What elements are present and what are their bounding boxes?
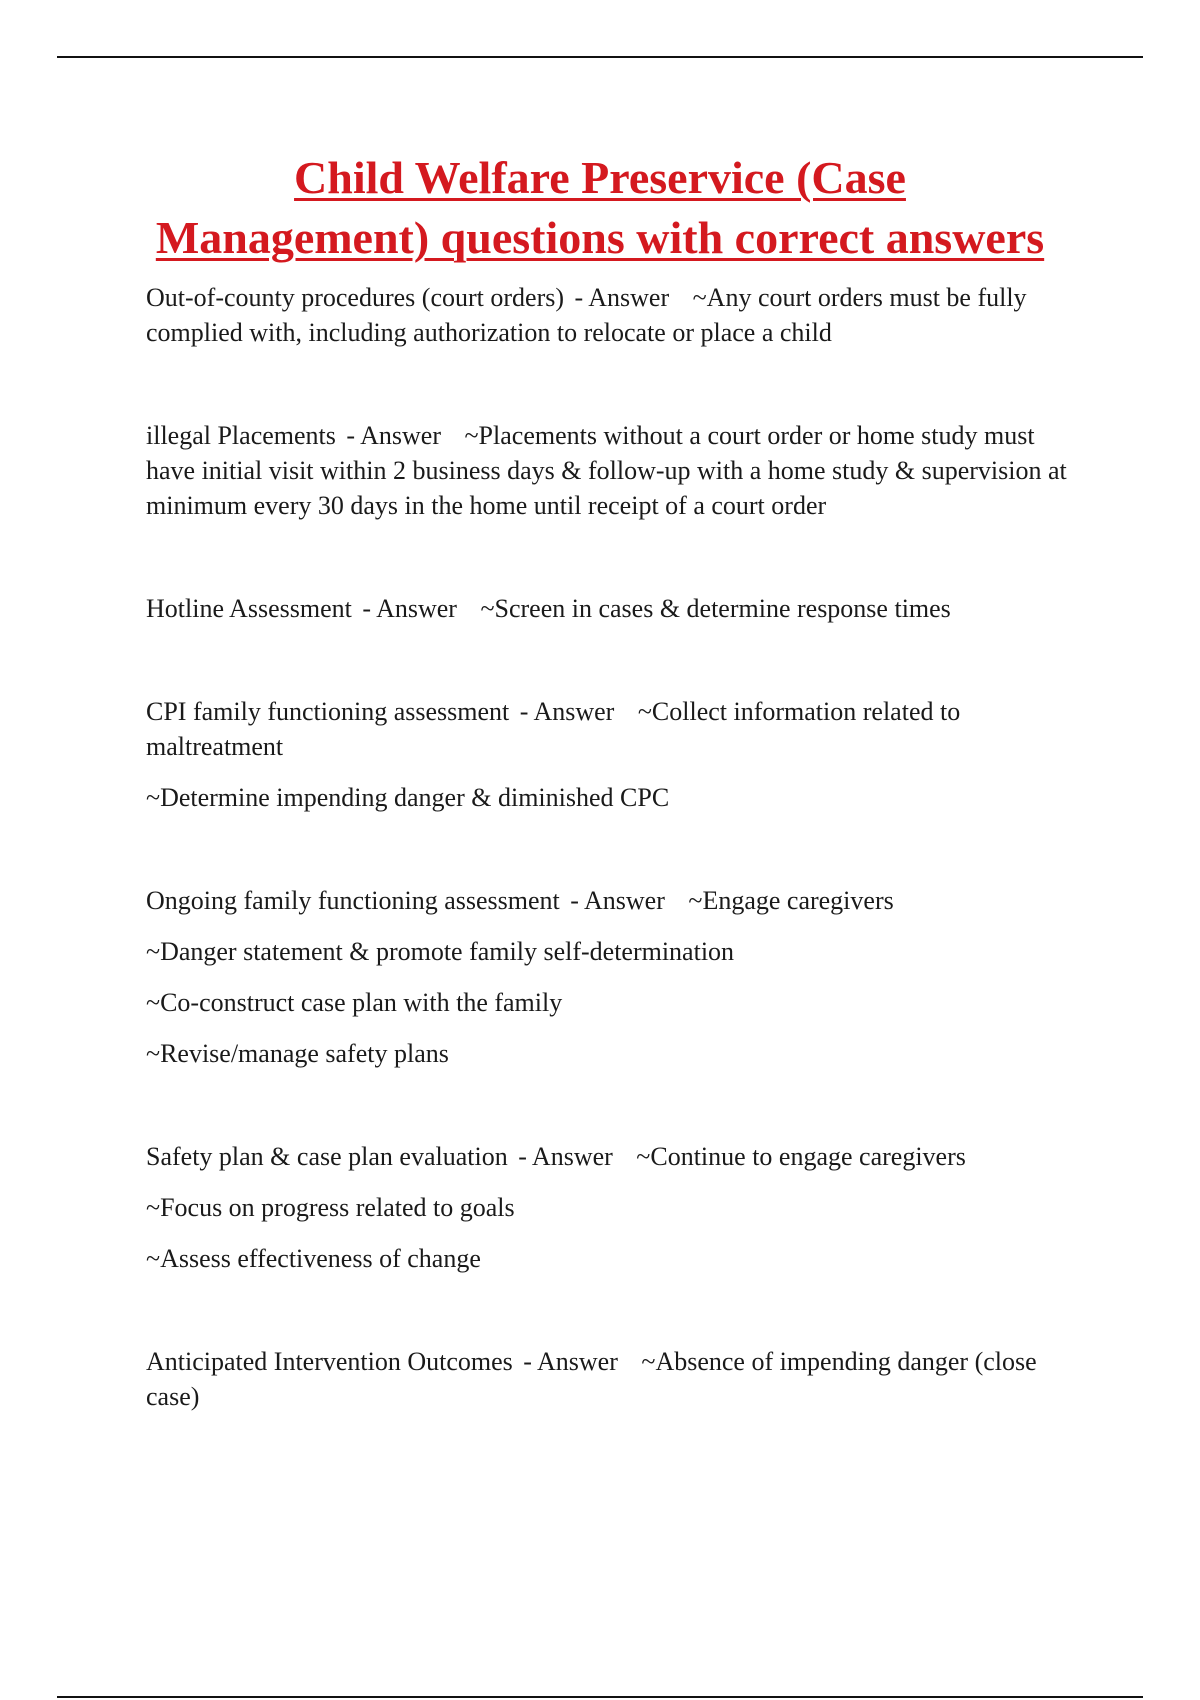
qa-question-line [146, 694, 1076, 764]
qa-answer-label: - Answer [523, 1347, 618, 1376]
page-title [100, 148, 1100, 268]
qa-term: Hotline Assessment [146, 594, 352, 623]
qa-entry [146, 1139, 1076, 1276]
qa-answer: ~Screen in cases & determine response times [480, 594, 951, 623]
qa-term: Ongoing family functioning assessment [146, 886, 560, 915]
qa-answer-extra-line: ~Assess effectiveness of change [146, 1244, 481, 1273]
qa-answer-label: - Answer [570, 886, 665, 915]
qa-answer: ~Absence of impending danger (close case) [146, 1347, 1037, 1411]
top-rule [57, 56, 1143, 58]
qa-answer-extra-line: ~Revise/manage safety plans [146, 1039, 449, 1068]
qa-question-line [146, 591, 1076, 626]
qa-answer-extra-line: ~Determine impending danger & diminished CPC [146, 783, 670, 812]
qa-answer-extra-line: ~Co-construct case plan with the family [146, 988, 563, 1017]
qa-answer-extra-line: ~Danger statement & promote family self-determination [146, 937, 735, 966]
qa-term: Safety plan & case plan evaluation [146, 1142, 508, 1171]
qa-answer-label: - Answer [362, 594, 457, 623]
qa-term: illegal Placements [146, 421, 336, 450]
qa-term: Anticipated Intervention Outcomes [146, 1347, 513, 1376]
title-line-2: Management) questions with correct answers [155, 212, 1045, 263]
qa-entry [146, 1344, 1076, 1414]
qa-entry [146, 591, 1076, 626]
qa-question-line [146, 418, 1076, 523]
qa-entry [146, 418, 1076, 523]
qa-term: Out-of-county procedures (court orders) [146, 283, 565, 312]
qa-list [146, 280, 1076, 1482]
qa-term: CPI family functioning assessment [146, 697, 510, 726]
qa-entry [146, 694, 1076, 815]
qa-answer-label: - Answer [519, 697, 615, 726]
qa-answer-label: - Answer [518, 1142, 613, 1171]
qa-answer: ~Collect information related to maltreatment [146, 697, 961, 761]
qa-answer-label: - Answer [574, 283, 670, 312]
qa-answer: ~Engage caregivers [688, 886, 894, 915]
qa-question-line [146, 883, 1076, 918]
qa-question-line [146, 280, 1076, 350]
qa-answer: ~Placements without a court order or home study must have initial visit within 2 business days & follow-up with a home study & supervision at minimum every 30 days in the home until receipt of a court order [146, 421, 1067, 520]
qa-answer: ~Any court orders must be fully complied with, including authorization to relocate or place a child [146, 283, 1027, 347]
title-line-1: Child Welfare Preservice (Case [294, 152, 906, 203]
qa-question-line [146, 1344, 1076, 1414]
qa-answer-extra-line: ~Focus on progress related to goals [146, 1193, 515, 1222]
qa-entry [146, 280, 1076, 350]
qa-answer: ~Continue to engage caregivers [636, 1142, 966, 1171]
qa-answer-label: - Answer [346, 421, 441, 450]
bottom-rule [57, 1696, 1143, 1698]
qa-question-line [146, 1139, 1076, 1174]
qa-entry [146, 883, 1076, 1071]
